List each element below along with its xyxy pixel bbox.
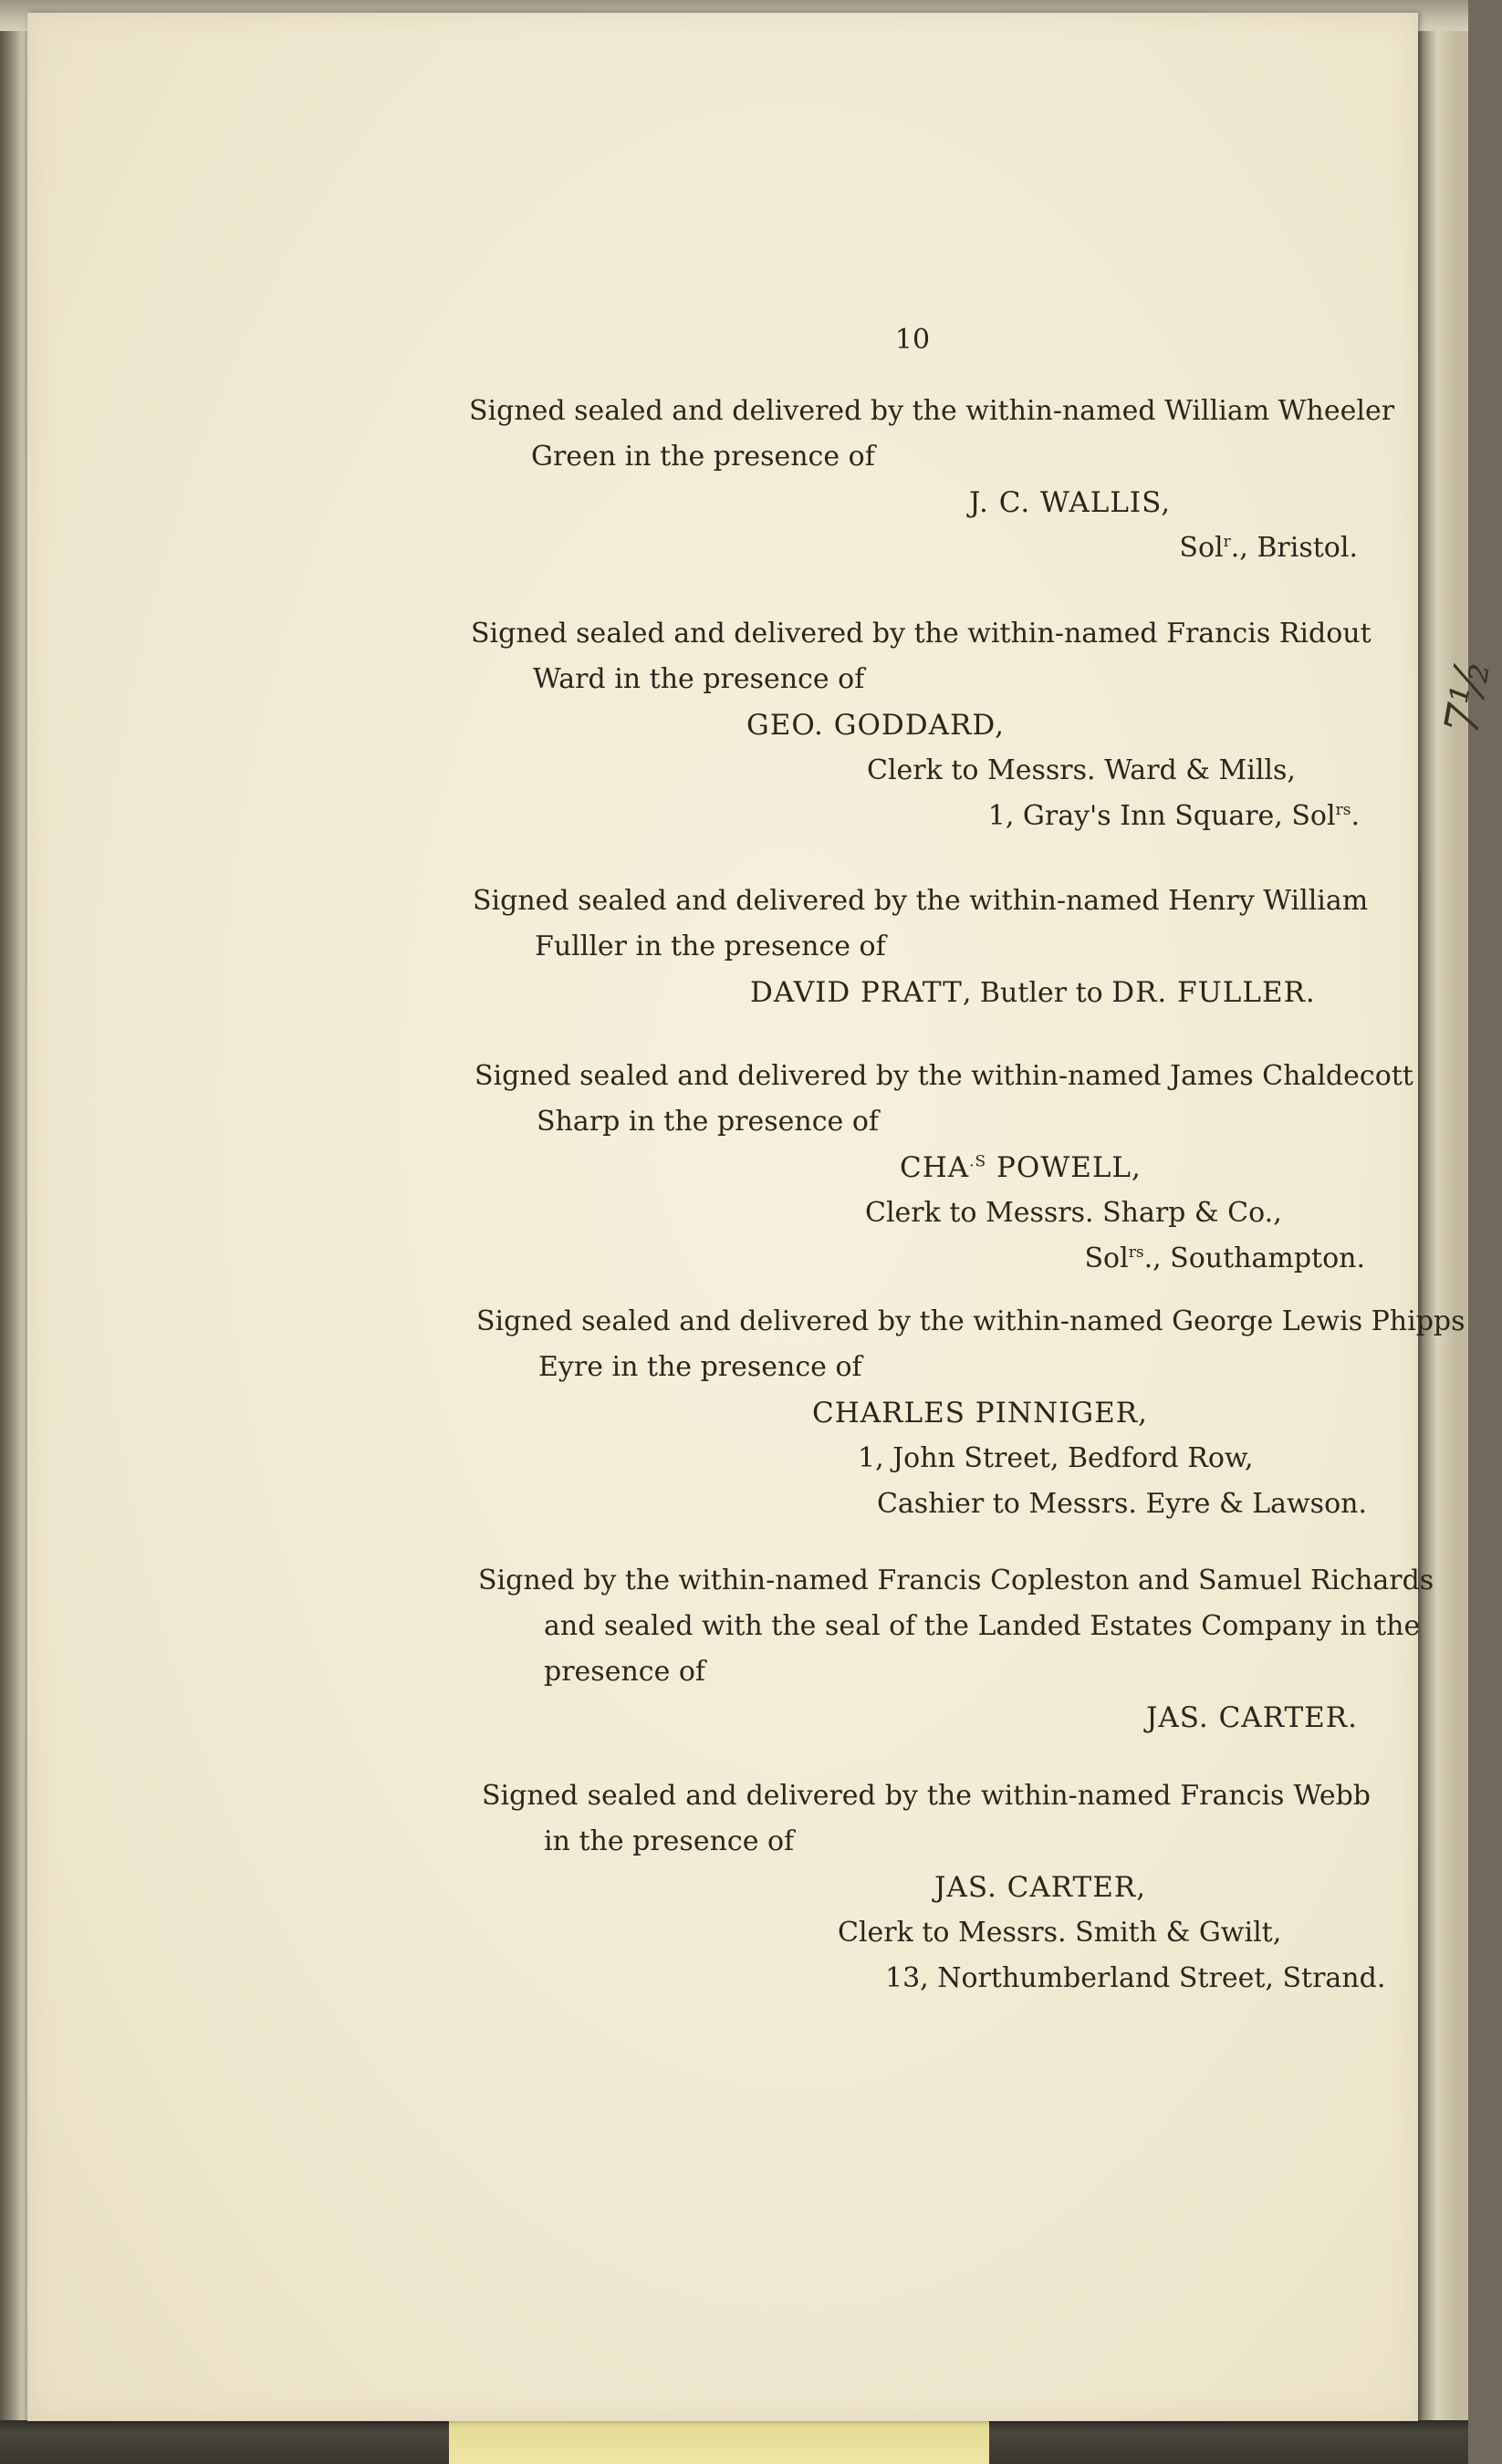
attestation-statement: Signed sealed and delivered by the within-named George Lewis Phipps <box>476 1305 1465 1337</box>
attestation-statement: Eyre in the presence of <box>538 1351 862 1383</box>
witness-detail: Cashier to Messrs. Eyre & Lawson. <box>876 1488 1367 1520</box>
witness-detail: 13, Northumberland Street, Strand. <box>885 1962 1386 1994</box>
attestation-pratt <box>473 879 1369 1015</box>
witness-name: DAVID PRATT <box>750 976 963 1009</box>
attestation-statement: presence of <box>544 1656 706 1688</box>
attestation-statement: Signed sealed and delivered by the within-named Francis Webb <box>482 1780 1371 1812</box>
witness-name: JAS. CARTER, <box>934 1871 1147 1904</box>
witness-detail: Clerk to Messrs. Sharp & Co., <box>865 1197 1282 1229</box>
attestation-statement: Signed sealed and delivered by the within-named Henry William <box>473 885 1369 917</box>
witness-detail: 1, John Street, Bedford Row, <box>858 1442 1254 1474</box>
attestation-statement: Signed sealed and delivered by the within-named Francis Ridout <box>471 618 1372 650</box>
attestation-statement: Ward in the presence of <box>533 663 865 695</box>
attestation-pinniger <box>476 1299 1465 1527</box>
attestation-statement: Green in the presence of <box>531 441 875 473</box>
witness-detail: Clerk to Messrs. Ward & Mills, <box>867 754 1296 786</box>
attestation-statement: and sealed with the seal of the Landed Estates Company in the <box>544 1610 1421 1642</box>
attestation-carter-seal <box>478 1558 1434 1741</box>
attestation-powell <box>475 1054 1413 1282</box>
attestation-statement: Signed sealed and delivered by the within-named William Wheeler <box>469 395 1395 427</box>
witness-name: GEO. GODDARD, <box>746 709 1005 742</box>
attestation-carter-webb <box>482 1773 1386 2001</box>
witness-line: DAVID PRATT, Butler to DR. FULLER. <box>750 976 1316 1009</box>
witness-name: $CHA^{.S}$ POWELL, <box>900 1151 1142 1184</box>
witness-detail: Sol$^{rs}$., Southampton. <box>1084 1242 1365 1274</box>
page-number: 10 <box>894 324 931 356</box>
attestation-statement: Sharp in the presence of <box>537 1106 879 1138</box>
handwritten-margin-note: 7½ <box>1434 654 1502 740</box>
attestation-goddard <box>471 611 1372 839</box>
witness-name: CHARLES PINNIGER, <box>812 1397 1148 1430</box>
attestation-statement: in the presence of <box>544 1825 795 1857</box>
witness-name: J. C. WALLIS, <box>969 486 1172 519</box>
attestation-wallis <box>469 389 1395 571</box>
witness-detail: 1, Gray's Inn Square, Sol$^{rs}$. <box>987 800 1360 832</box>
attestation-statement: Signed sealed and delivered by the within-named James Chaldecott <box>475 1060 1413 1092</box>
witness-detail: Sol$^r$., Bristol. <box>1179 532 1358 564</box>
attestation-statement: Fulller in the presence of <box>535 930 886 962</box>
witness-name: JAS. CARTER. <box>1145 1701 1358 1734</box>
witness-detail: Clerk to Messrs. Smith & Gwilt, <box>838 1917 1282 1949</box>
attestation-statement: Signed by the within-named Francis Copleston and Samuel Richards <box>478 1565 1434 1596</box>
